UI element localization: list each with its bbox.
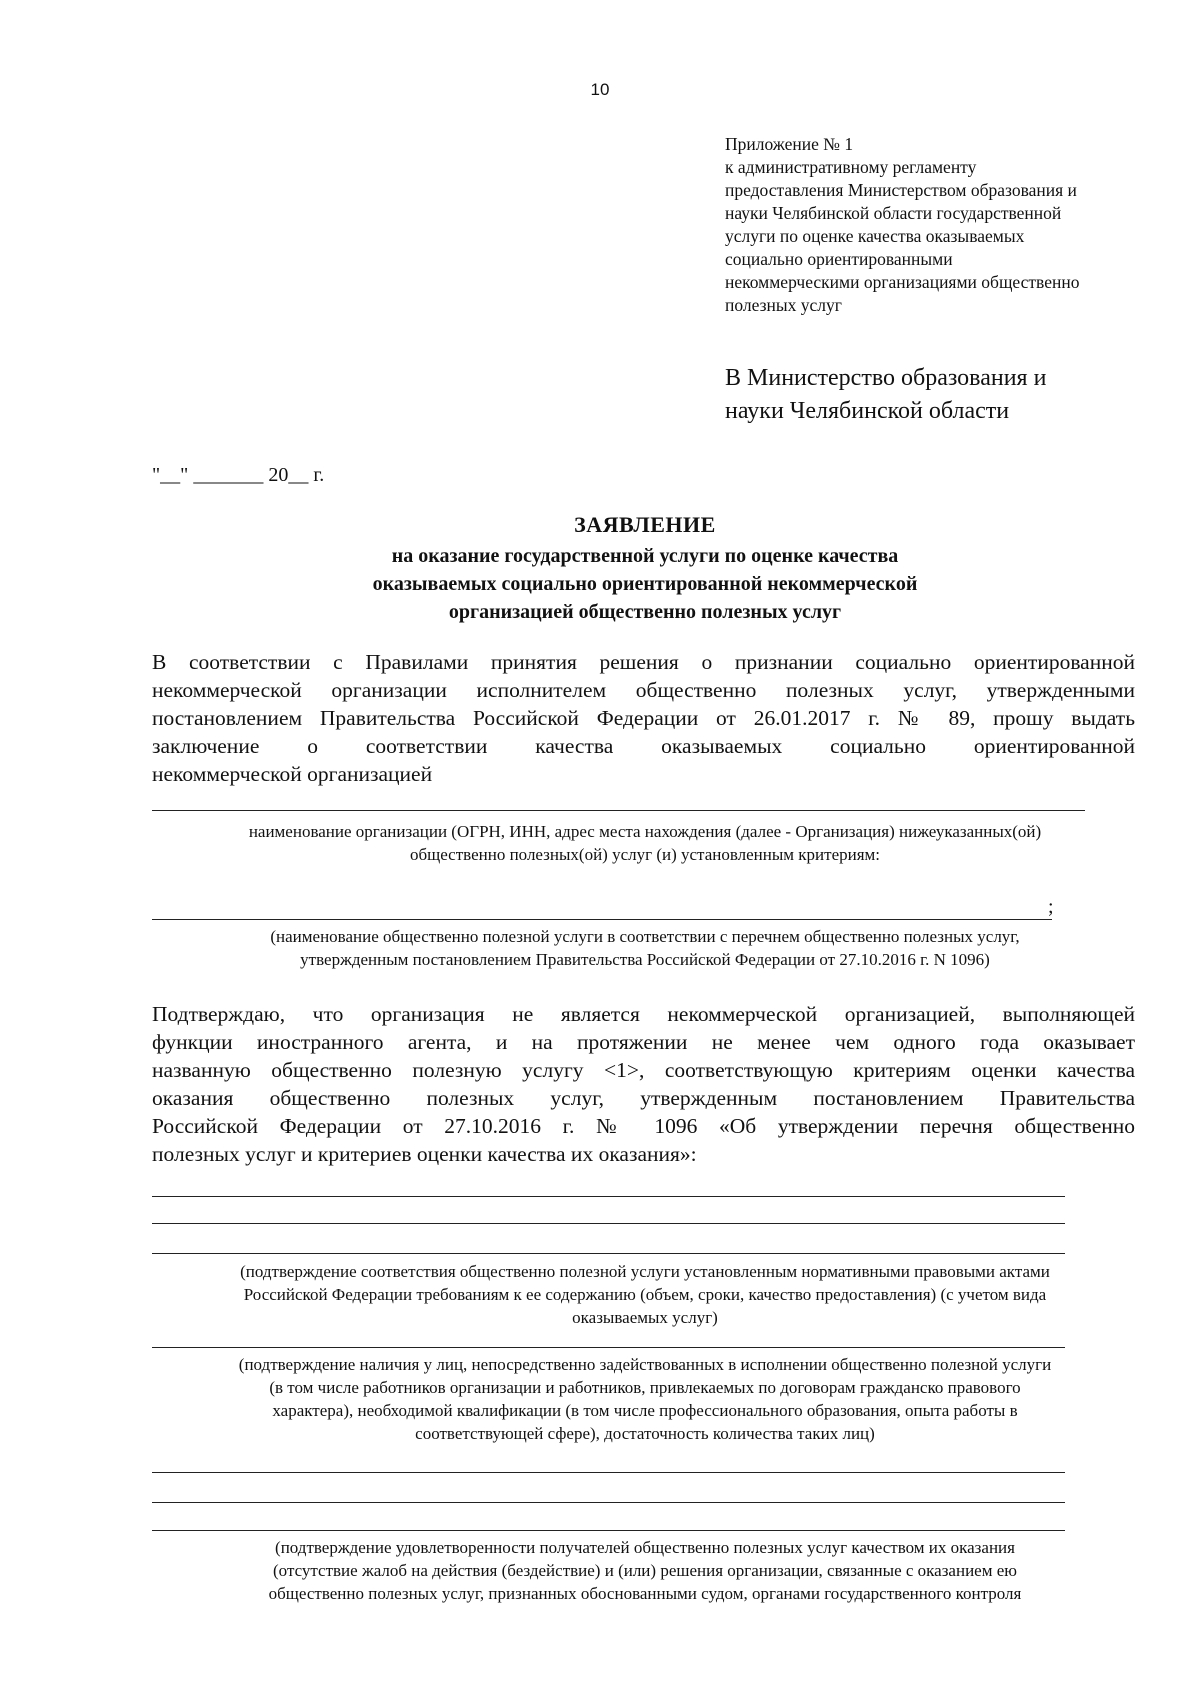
subtitle-line: на оказание государственной услуги по оценке качества <box>391 545 899 567</box>
compliance-fill-line[interactable] <box>152 1253 1065 1254</box>
subtitle-line: организацией общественно полезных услуг <box>448 601 842 623</box>
satisfaction-caption <box>150 1536 1140 1605</box>
satisfaction-fill-line[interactable] <box>152 1502 1065 1503</box>
caption-line: (в том числе работников организации и работников, привлекаемых по договорам гражданско правового <box>269 1378 1021 1397</box>
appendix-line: Приложение № 1 <box>725 134 854 154</box>
caption-line: (подтверждение удовлетворенности получателей общественно полезных услуг качеством их оказания <box>275 1538 1015 1557</box>
caption-line: общественно полезных услуг, признанных обоснованными судом, органами государственного контроля <box>268 1584 1022 1603</box>
appendix-line: некоммерческими организациями общественно <box>725 272 1080 292</box>
semicolon: ; <box>1048 896 1054 918</box>
service-caption <box>150 925 1140 971</box>
appendix-line: социально ориентированными <box>725 249 953 269</box>
appendix-note <box>725 133 1155 317</box>
addressee <box>725 362 1155 428</box>
caption-line: характера), необходимой квалификации (в том числе профессионального образования, опыта работы в <box>272 1401 1018 1420</box>
caption-line: утвержденным постановлением Правительства Российской Федерации от 27.10.2016 г. N 1096) <box>300 950 990 969</box>
paragraph-line: постановлением Правительства Российской Федерации от 26.01.2017 г. № 89, прошу выдать <box>152 706 1135 730</box>
addressee-line: науки Челябинской области <box>725 398 1010 424</box>
caption-line: (наименование общественно полезной услуги в соответствии с перечнем общественно полезных услуг, <box>270 927 1020 946</box>
compliance-fill-line[interactable] <box>152 1196 1065 1197</box>
paragraph-line: функции иностранного агента, и на протяжении не менее чем одного года оказывает <box>152 1030 1135 1054</box>
caption-line: (подтверждение наличия у лиц, непосредственно задействованных в исполнении общественно полезной услуги <box>238 1355 1052 1374</box>
appendix-line: полезных услуг <box>725 295 842 315</box>
paragraph-line: заключение о соответствии качества оказываемых социально ориентированной <box>152 734 1135 758</box>
appendix-line: предоставления Министерством образования и <box>725 180 1077 200</box>
caption-line: Российской Федерации требованиям к ее содержанию (объем, сроки, качество предоставления) (с учетом вида <box>243 1285 1047 1304</box>
caption-line: общественно полезных(ой) услуг (и) установленным критериям: <box>409 845 881 864</box>
organization-caption <box>150 820 1140 866</box>
paragraph-line: некоммерческой организации исполнителем общественно полезных услуг, утвержденными <box>152 678 1135 702</box>
paragraph-line: полезных услуг и критериев оценки качества их оказания»: <box>152 1142 697 1166</box>
paragraph-line: названную общественно полезную услугу <1>, соответствующую критериям оценки качества <box>152 1058 1135 1082</box>
appendix-line: науки Челябинской области государственной <box>725 203 1062 223</box>
compliance-fill-line[interactable] <box>152 1223 1065 1224</box>
satisfaction-fill-line[interactable] <box>152 1472 1065 1473</box>
document-title: ЗАЯВЛЕНИЕ <box>574 512 716 537</box>
qualification-caption <box>150 1353 1140 1445</box>
caption-line: (подтверждение соответствия общественно полезной услуги установленным нормативными правовыми актами <box>240 1262 1050 1281</box>
paragraph-line: Российской Федерации от 27.10.2016 г. № 1096 «Об утверждении перечня общественно <box>152 1114 1135 1138</box>
caption-line: наименование организации (ОГРН, ИНН, адрес места нахождения (далее - Организация) нижеуказанных(ой) <box>248 822 1042 841</box>
caption-line: соответствующей сфере), достаточность количества таких лиц) <box>415 1424 875 1443</box>
date-line: "__" _______ 20__ г. <box>152 464 325 486</box>
page-number: 10 <box>590 80 610 99</box>
appendix-line: услуги по оценке качества оказываемых <box>725 226 1025 246</box>
qualification-fill-line[interactable] <box>152 1347 1065 1348</box>
paragraph-line: оказания общественно полезных услуг, утвержденным постановлением Правительства <box>152 1086 1135 1110</box>
paragraph-line: некоммерческой организацией <box>152 762 433 786</box>
subtitle-line: оказываемых социально ориентированной некоммерческой <box>372 573 918 595</box>
paragraph-line: В соответствии с Правилами принятия решения о признании социально ориентированной <box>152 650 1135 674</box>
request-paragraph <box>152 648 1135 788</box>
document-subtitle <box>150 542 1140 626</box>
appendix-line: к административному регламенту <box>725 157 977 177</box>
addressee-line: В Министерство образования и <box>725 365 1047 391</box>
service-fill-line[interactable] <box>152 919 1052 920</box>
caption-line: оказываемых услуг) <box>572 1308 718 1327</box>
organization-fill-line[interactable] <box>152 810 1085 811</box>
compliance-caption <box>150 1260 1140 1329</box>
confirmation-paragraph <box>152 1000 1135 1168</box>
satisfaction-fill-line[interactable] <box>152 1530 1065 1531</box>
paragraph-line: Подтверждаю, что организация не является некоммерческой организацией, выполняющей <box>152 1002 1135 1026</box>
caption-line: (отсутствие жалоб на действия (бездействие) и (или) решения организации, связанные с оказанием ею <box>273 1561 1017 1580</box>
